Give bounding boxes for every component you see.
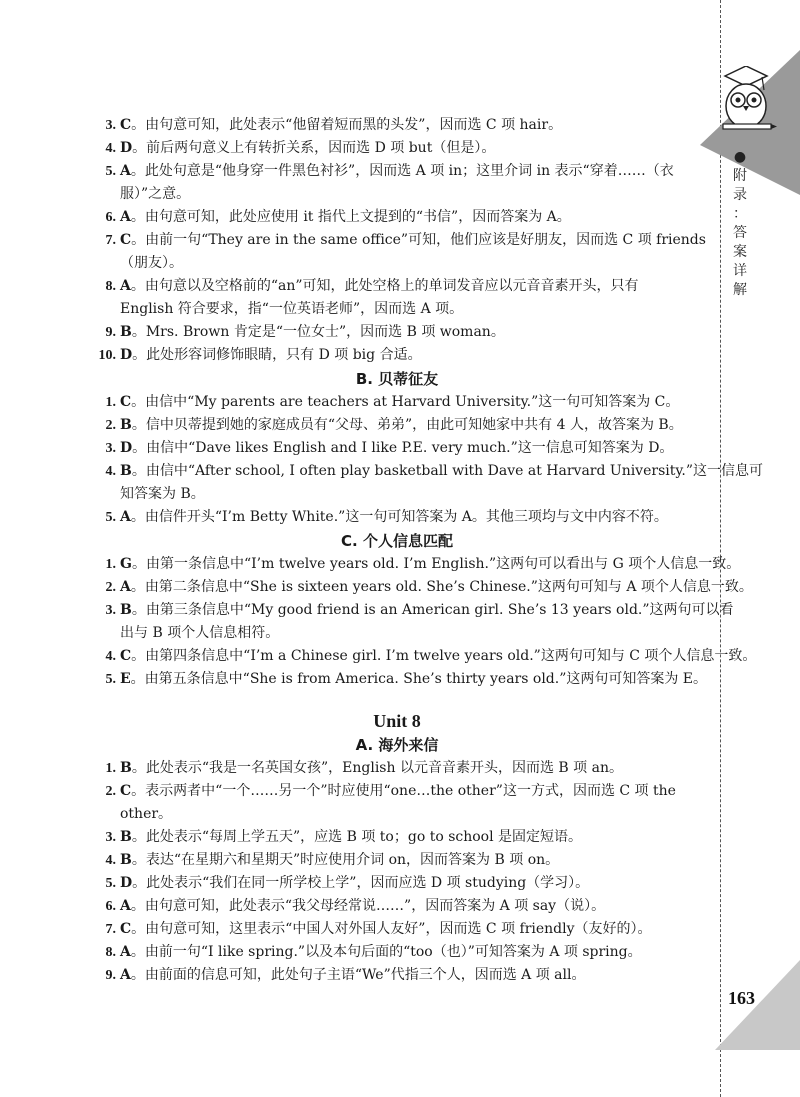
answer-line [120, 553, 741, 576]
answer-text: 。由前一句“They are in the same office”可知，他们应该是好朋友，因而选 C 项 friends [131, 232, 706, 248]
answer-number: 1. [105, 395, 116, 410]
unit8-section-a-title: A. 海外来信 [355, 736, 439, 754]
answer-item [96, 391, 698, 414]
answer-line [120, 895, 698, 918]
answer-line [120, 460, 764, 483]
answer-number: 7. [105, 233, 116, 248]
answer-line [120, 483, 698, 506]
answer-item [96, 872, 698, 895]
answer-number: 9. [105, 325, 116, 340]
answer-text: 。由第五条信息中“She is from America. She’s thirty years old.”这两句可知答案为 E。 [130, 671, 708, 687]
answer-number: 7. [105, 922, 116, 937]
answer-line [120, 964, 698, 987]
answer-line [120, 668, 708, 691]
answer-text: 。由信中“My parents are teachers at Harvard University.”这一句可知答案为 C。 [131, 394, 680, 410]
answer-letter: C [120, 394, 132, 410]
answer-item [96, 757, 698, 780]
answer-item [96, 599, 734, 645]
answer-letter: A [120, 509, 131, 525]
answer-item [96, 206, 698, 229]
answer-text: 。此处表示“我是一名英国女孩”，English 以元音音素开头，因而选 B 项 an。 [131, 760, 623, 776]
answer-number: 4. [105, 464, 116, 479]
answer-text: 。Mrs. Brown 肯定是“一位女士”，因而选 B 项 woman。 [131, 324, 505, 340]
answer-number: 3. [105, 441, 116, 456]
answer-item [96, 668, 708, 691]
answer-number: 2. [105, 784, 116, 799]
answer-number: 8. [105, 279, 116, 294]
answer-item [96, 918, 698, 941]
answer-item [96, 553, 741, 576]
answer-line [120, 645, 757, 668]
answer-text: 。由句意可知，此处表示“我父母经常说……”，因而答案为 A 项 say（说）。 [130, 898, 606, 914]
answer-number: 6. [105, 210, 116, 225]
answer-item [96, 849, 698, 872]
answer-line [120, 576, 753, 599]
answer-text: 出与 B 项个人信息相符。 [120, 625, 280, 641]
answer-text: 。由信件开头“I’m Betty White.”这一句可知答案为 A。其他三项均与文中内容不符。 [130, 509, 668, 525]
answer-number: 2. [105, 580, 116, 595]
answer-text: 。信中贝蒂提到她的家庭成员有“父母、弟弟”，由此可知她家中共有 4 人，故答案为 B。 [131, 417, 683, 433]
answer-item [96, 460, 764, 506]
answer-text: 。由第一条信息中“I’m twelve years old. I’m English.”这两句可以看出与 G 项个人信息一致。 [131, 556, 741, 572]
answer-letter: C [120, 648, 132, 664]
answer-item [96, 826, 698, 849]
answer-number: 3. [105, 830, 116, 845]
answer-line [120, 757, 698, 780]
answer-item [96, 321, 698, 344]
answer-text: （朋友）。 [120, 255, 183, 271]
answer-letter: C [120, 117, 132, 133]
answer-number: 1. [105, 761, 116, 776]
answer-number: 1. [105, 557, 116, 572]
answer-line [120, 414, 698, 437]
answer-content [96, 114, 764, 987]
answer-letter: A [120, 579, 131, 595]
answer-line [120, 252, 698, 275]
answer-text: 。前后两句意义上有转折关系，因而选 D 项 but（但是）。 [132, 140, 496, 156]
answer-line [120, 275, 698, 298]
answer-letter: C [120, 783, 132, 799]
owl-mascot-icon [715, 66, 777, 136]
answer-number: 5. [105, 672, 116, 687]
answer-text: 。此处表示“每周上学五天”，应选 B 项 to；go to school 是固定短语。 [131, 829, 583, 845]
answer-text: 。此处形容词修饰眼睛，只有 D 项 big 合适。 [132, 347, 422, 363]
answer-line [120, 622, 698, 645]
unit8-section-a-list [96, 757, 698, 987]
answer-line [120, 599, 734, 622]
answer-letter: D [120, 875, 133, 891]
answer-letter: B [120, 760, 132, 776]
answer-line [120, 803, 698, 826]
section-c-title: C. 个人信息匹配 [341, 532, 453, 550]
answer-line [120, 780, 698, 803]
page-number: 163 [728, 988, 755, 1008]
section-c-list [96, 553, 757, 691]
answer-item [96, 645, 757, 668]
answer-text: English 符合要求，指“一位英语老师”，因而选 A 项。 [120, 301, 464, 317]
answer-number: 8. [105, 945, 116, 960]
side-char: 附 [733, 168, 747, 184]
answer-letter: G [120, 556, 132, 572]
answer-number: 4. [105, 141, 116, 156]
answer-number: 5. [105, 876, 116, 891]
answer-number: 9. [105, 968, 116, 983]
answer-item [96, 275, 698, 321]
answer-letter: B [120, 852, 132, 868]
side-bullet: ● [733, 149, 747, 165]
side-char: 解 [733, 282, 747, 298]
answer-text: 。由句意可知，这里表示“中国人对外国人友好”，因而选 C 项 friendly（友好的）。 [131, 921, 652, 937]
answer-line [120, 183, 698, 206]
answer-line [120, 391, 698, 414]
answer-item [96, 437, 698, 460]
answer-letter: D [120, 347, 133, 363]
answer-text: 。表达“在星期六和星期天”时应使用介词 on，因而答案为 B 项 on。 [131, 852, 560, 868]
answer-text: 。由信中“After school, I often play basketball with Dave at Harvard University.”这一信息可 [131, 463, 764, 479]
answer-letter: A [120, 898, 131, 914]
answer-number: 4. [105, 853, 116, 868]
answer-number: 4. [105, 649, 116, 664]
answer-line [120, 437, 698, 460]
section-b-title: B. 贝蒂征友 [355, 370, 439, 388]
answer-text: 服）”之意。 [120, 186, 191, 202]
answer-text: 。由前面的信息可知，此处句子主语“We”代指三个人，因而选 A 项 all。 [130, 967, 586, 983]
answer-letter: B [120, 463, 132, 479]
answer-text: 。此处表示“我们在同一所学校上学”，因而应选 D 项 studying（学习）。 [132, 875, 590, 891]
answer-line [120, 298, 698, 321]
answer-letter: D [120, 140, 133, 156]
answer-text: other。 [120, 806, 173, 822]
answer-line [120, 918, 698, 941]
answer-item [96, 506, 698, 529]
answer-line [120, 849, 698, 872]
answer-text: 。由句意以及空格前的“an”可知，此处空格上的单词发音应以元音音素开头，只有 [130, 278, 639, 294]
answer-item [96, 137, 698, 160]
answer-line [120, 160, 698, 183]
section-b-list [96, 391, 764, 529]
answer-letter: A [120, 967, 131, 983]
answer-line [120, 206, 698, 229]
answer-letter: B [120, 602, 132, 618]
answer-line [120, 321, 698, 344]
answer-item [96, 895, 698, 918]
answer-item [96, 229, 706, 275]
answer-letter: E [120, 671, 131, 687]
answer-text: 。由句意可知，此处应使用 it 指代上文提到的“书信”，因而答案为 A。 [130, 209, 571, 225]
answer-number: 3. [105, 603, 116, 618]
answer-text: 。表示两者中“一个……另一个”时应使用“one…the other”这一方式，因而选 C 项 the [131, 783, 676, 799]
answer-line [120, 872, 698, 895]
answer-item [96, 941, 698, 964]
answer-text: 知答案为 B。 [120, 486, 205, 502]
answer-number: 3. [105, 118, 116, 133]
answer-number: 6. [105, 899, 116, 914]
answer-letter: C [120, 921, 132, 937]
answer-letter: B [120, 829, 132, 845]
side-char: 案 [733, 244, 747, 260]
section-prev-list [96, 114, 706, 367]
answer-item [96, 964, 698, 987]
answer-line [120, 941, 698, 964]
answer-letter: A [120, 163, 131, 179]
answer-letter: A [120, 944, 131, 960]
answer-line [120, 229, 706, 252]
side-char: ： [733, 206, 747, 222]
answer-text: 。由句意可知，此处表示“他留着短而黑的头发”，因而选 C 项 hair。 [131, 117, 563, 133]
answer-text: 。此处句意是“他身穿一件黑色衬衫”，因而选 A 项 in；这里介词 in 表示“穿着……（衣 [130, 163, 674, 179]
answer-text: 。由第二条信息中“She is sixteen years old. She’s Chinese.”这两句可知与 A 项个人信息一致。 [130, 579, 753, 595]
answer-line [120, 506, 698, 529]
answer-item [96, 344, 698, 367]
answer-line [120, 344, 698, 367]
answer-line [120, 137, 698, 160]
answer-line [120, 826, 698, 849]
answer-item [96, 114, 698, 137]
answer-item [96, 414, 698, 437]
answer-letter: D [120, 440, 133, 456]
answer-letter: A [120, 209, 131, 225]
side-char: 录 [733, 187, 747, 203]
answer-text: 。由前一句“I like spring.”以及本句后面的“too（也）”可知答案为 A 项 spring。 [130, 944, 642, 960]
unit-title: Unit 8 [373, 711, 421, 731]
answer-number: 5. [105, 164, 116, 179]
side-char: 答 [733, 225, 747, 241]
answer-number: 2. [105, 418, 116, 433]
answer-text: 。由信中“Dave likes English and I like P.E. very much.”这一信息可知答案为 D。 [132, 440, 674, 456]
answer-letter: A [120, 278, 131, 294]
side-char: 详 [733, 263, 747, 279]
answer-item [96, 780, 698, 826]
appendix-side-label [729, 148, 751, 300]
answer-line [120, 114, 698, 137]
answer-item [96, 160, 698, 206]
answer-text: 。由第四条信息中“I’m a Chinese girl. I’m twelve years old.”这两句可知与 C 项个人信息一致。 [131, 648, 757, 664]
answer-text: 。由第三条信息中“My good friend is an American girl. She’s 13 years old.”这两句可以看 [131, 602, 734, 618]
answer-letter: B [120, 324, 132, 340]
answer-number: 5. [105, 510, 116, 525]
answer-letter: B [120, 417, 132, 433]
answer-letter: C [120, 232, 132, 248]
answer-item [96, 576, 753, 599]
answer-number: 10. [98, 348, 116, 363]
